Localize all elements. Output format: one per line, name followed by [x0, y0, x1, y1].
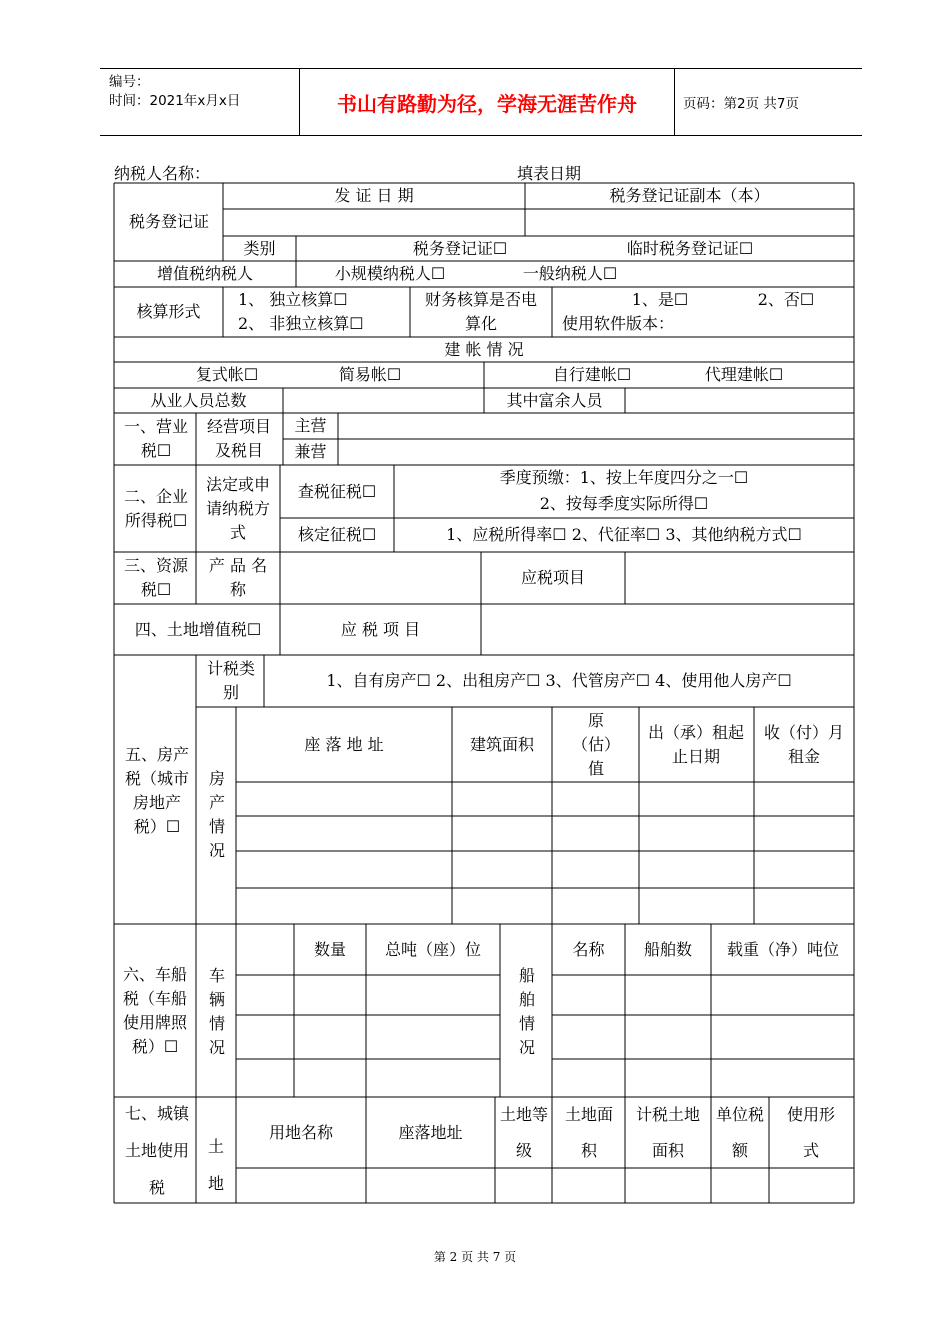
non-independent-checkbox[interactable]: 2、 非独立核算☐: [238, 314, 364, 333]
reg-cert-checkbox[interactable]: 税务登记证☐: [412, 238, 508, 258]
page-footer: 第 2 页 共 7 页: [433, 1250, 517, 1264]
quantity-header: 数量: [313, 939, 346, 959]
location-header: 座 落 地 址: [304, 734, 384, 754]
self-keep-checkbox[interactable]: 自行建帐☐: [552, 365, 632, 384]
computerized-label: 财务核算是否电算化: [424, 290, 537, 333]
vehicle-tax-label: 六、车船税（车船使用牌照税）☐: [122, 965, 187, 1056]
ship-name-header: 名称: [572, 939, 605, 959]
property-situation-label: 房产情况: [208, 769, 225, 860]
unit-tax-header: 单位税额: [716, 1105, 765, 1160]
use-form-header: 使用形式: [787, 1105, 836, 1160]
land-location-header: 座落地址: [398, 1122, 463, 1142]
business-items-label: 经营项目及税目: [206, 417, 271, 460]
ship-count-header: 船舶数: [643, 939, 692, 959]
assessed-methods[interactable]: 1、应税所得率☐ 2、代征率☐ 3、其他纳税方式☐: [446, 525, 802, 544]
small-scale-checkbox[interactable]: 小规模纳税人☐: [334, 264, 446, 283]
total-staff-label: 从业人员总数: [150, 390, 247, 410]
issue-date-label: 发 证 日 期: [334, 186, 414, 205]
property-category-options[interactable]: 1、自有房产☐ 2、出租房产☐ 3、代管房产☐ 4、使用他人房产☐: [326, 671, 792, 690]
land-vat-item-label: 应 税 项 目: [340, 619, 421, 639]
side-business-label: 兼营: [294, 442, 327, 461]
assessed-levy-checkbox[interactable]: 核定征税☐: [297, 525, 377, 544]
statutory-method-label: 法定或申请纳税方式: [205, 475, 270, 542]
audit-levy-checkbox[interactable]: 查税征税☐: [297, 481, 377, 501]
building-area-header: 建筑面积: [469, 734, 534, 754]
total-tonnage-header: 总吨（座）位: [384, 939, 481, 959]
quarterly-prepay-line2[interactable]: 2、按每季度实际所得☐: [539, 494, 709, 513]
quarterly-prepay-line1[interactable]: 季度预缴：1、按上年度四分之一☐: [499, 468, 749, 487]
property-tax-label: 五、房产税（城市房地产税）☐: [124, 745, 189, 836]
agent-keep-checkbox[interactable]: 代理建帐☐: [704, 365, 784, 384]
taxpayer-name-label: 纳税人名称：: [114, 164, 211, 183]
original-value-header: 原（估）值: [572, 711, 621, 778]
independent-checkbox[interactable]: 1、 独立核算☐: [238, 290, 348, 309]
ship-situation-label: 船舶情况: [518, 966, 535, 1057]
reg-cert-label: 税务登记证: [128, 212, 209, 231]
land-vat-label: 四、土地增值税☐: [134, 620, 262, 639]
computerized-no-checkbox[interactable]: 2、否☐: [757, 290, 815, 309]
land-use-name-header: 用地名称: [268, 1122, 333, 1142]
load-tonnage-header: 载重（净）吨位: [726, 940, 839, 959]
software-version-label: 使用软件版本：: [562, 314, 675, 333]
land-use-tax-label: 七、城镇土地使用税: [124, 1103, 189, 1197]
land-area-header: 土地面积: [565, 1105, 614, 1160]
simple-books-checkbox[interactable]: 简易帐☐: [338, 365, 402, 384]
vat-payer-label: 增值税纳税人: [156, 264, 253, 283]
product-name-label: 产 品 名 称: [208, 556, 268, 599]
header-page-label: 页码：第2页 共7页: [683, 96, 799, 112]
income-tax-label: 二、企业所得税☐: [124, 487, 189, 530]
resource-taxable-item-label: 应税项目: [520, 568, 585, 587]
document-number-label: 编号：: [109, 74, 150, 90]
header-motto: 书山有路勤为径，学海无涯苦作舟: [300, 69, 675, 135]
tax-category-label: 计税类别: [206, 659, 255, 702]
fill-date-label: 填表日期: [517, 164, 582, 183]
double-entry-checkbox[interactable]: 复式帐☐: [195, 365, 259, 384]
document-time-label: 时间：2021年x月x日: [109, 93, 241, 109]
temp-reg-checkbox[interactable]: 临时税务登记证☐: [626, 238, 754, 258]
land-grade-header: 土地等级: [500, 1105, 549, 1160]
business-tax-label: 一、营业税☐: [124, 417, 189, 460]
bookkeeping-label: 建 帐 情 况: [444, 339, 524, 359]
surplus-staff-label: 其中富余人员: [506, 390, 603, 410]
category-label: 类别: [243, 238, 276, 258]
monthly-rent-header: 收（付）月租金: [763, 723, 844, 766]
lease-period-header: 出（承）租起止日期: [647, 723, 744, 766]
accounting-form-label: 核算形式: [136, 302, 201, 321]
general-payer-checkbox[interactable]: 一般纳税人☐: [522, 264, 618, 283]
computerized-yes-checkbox[interactable]: 1、是☐: [631, 290, 689, 309]
resource-tax-label: 三、资源税☐: [124, 556, 189, 599]
main-business-label: 主营: [294, 416, 327, 435]
reg-cert-copy-label: 税务登记证副本（本）: [609, 186, 770, 205]
vehicle-situation-label: 车辆情况: [208, 966, 225, 1057]
land-label: 土地: [207, 1137, 224, 1193]
taxable-land-area-header: 计税土地面积: [635, 1105, 700, 1160]
